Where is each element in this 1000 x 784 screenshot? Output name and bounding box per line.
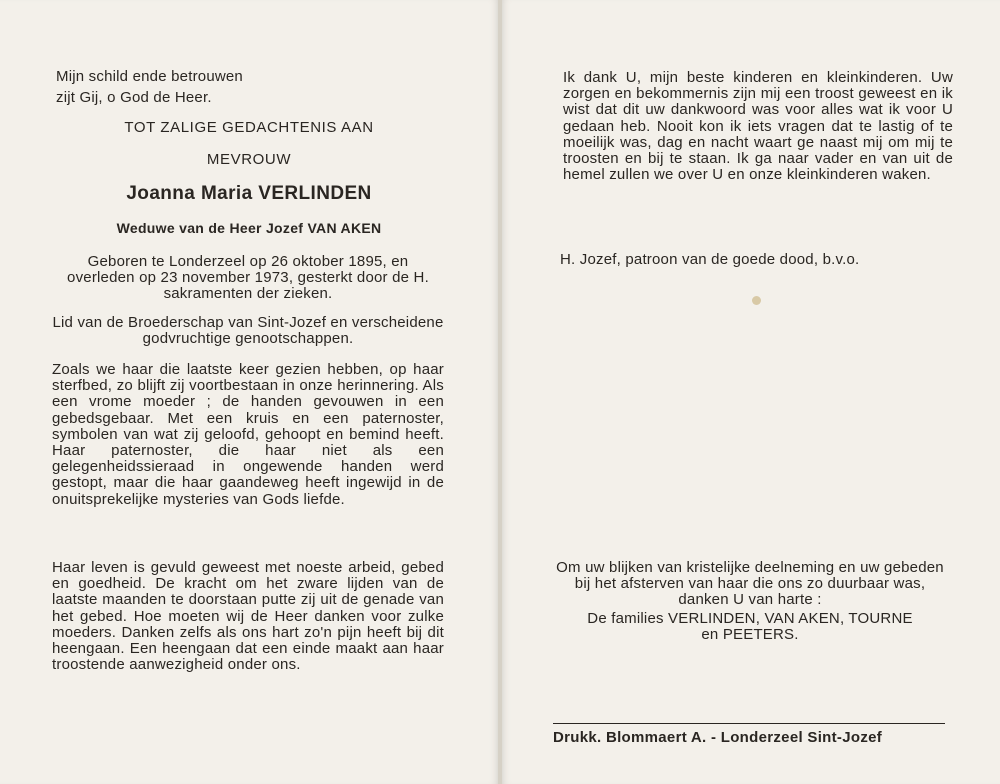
paper-spot — [752, 296, 761, 305]
thanks-block — [552, 560, 948, 643]
membership-text: Lid van de Broederschap van Sint-Jozef en verscheidene godvruchtige genootschappen. — [52, 314, 444, 348]
widow-line: Weduwe van de Heer Jozef VAN AKEN — [116, 220, 382, 236]
motto-line-2: zijt Gij, o God de Heer. — [56, 89, 212, 106]
memory-title: TOT ZALIGE GEDACHTENIS AAN — [124, 119, 374, 136]
birth-death-text: Geboren te Londerzeel op 26 oktober 1895, en overleden op 23 november 1973, gesterkt door de H. sakramenten der zieken. — [67, 253, 429, 303]
life-paragraph: Haar leven is gevuld geweest met noeste arbeid, gebed en goedheid. De kracht om het zware lijden van de laatste maanden te doorstaan putte zij uit de genade van het gebed. Hoe moeten wij de Heer danken voor zulke moeders. Danken zelfs als ons hart zo'n pijn heeft bij dit heengaan. Een heengaan dat een einde maakt aan haar troostende aanwezigheid onder ons. — [52, 559, 444, 674]
memory-paragraph: Zoals we haar die laatste keer gezien hebben, op haar sterfbed, zo blijft zij voortbestaan in onze herinnering. Als een vrome moeder ; de handen gevouwen in een gebedsgebaar. Met een kruis en een paternoster, symbolen van wat zij geloofd, gehoopt en bemind heeft. Haar paternoster, die haar niet als een gelegenheidssieraad in ongewende handen werd gestopt, maar die haar gaandeweg heeft ingewijd in de onuitsprekelijke mysteries van Gods liefde. — [52, 361, 444, 508]
honorific: MEVROUW — [206, 151, 292, 168]
thanks-text: Om uw blijken van kristelijke deelneming en uw gebeden bij het afsterven van haar die ons zo duurbaar was, danken U van harte : — [556, 559, 944, 609]
farewell-paragraph: Ik dank U, mijn beste kinderen en kleinkinderen. Uw zorgen en bekommernis zijn mij een troost geweest en ik wist dat dit uw dankwoord was voor alles wat ik voor U gedaan heb. Nooit kon ik iets vragen dat te lastig of te moeilijk was, dag en nacht waart ge naast mij om mij te troosten en bij te staan. Ik ga naar vader en van uit de hemel zullen we over U en onze kleinkinderen waken. — [563, 69, 953, 184]
motto — [56, 66, 336, 108]
invocation-text: H. Jozef, patroon van de goede dood, b.v.o. — [560, 251, 860, 268]
motto-line-1: Mijn schild ende betrouwen — [56, 68, 243, 85]
families-line-1: De families VERLINDEN, VAN AKEN, TOURNE — [587, 609, 913, 627]
printer-divider — [553, 723, 945, 724]
deceased-name: Joanna Maria VERLINDEN — [126, 183, 372, 204]
families-line-2: en PEETERS. — [701, 625, 799, 643]
left-panel — [0, 0, 498, 784]
printer-credit: Drukk. Blommaert A. - Londerzeel Sint-Jozef — [553, 729, 883, 746]
